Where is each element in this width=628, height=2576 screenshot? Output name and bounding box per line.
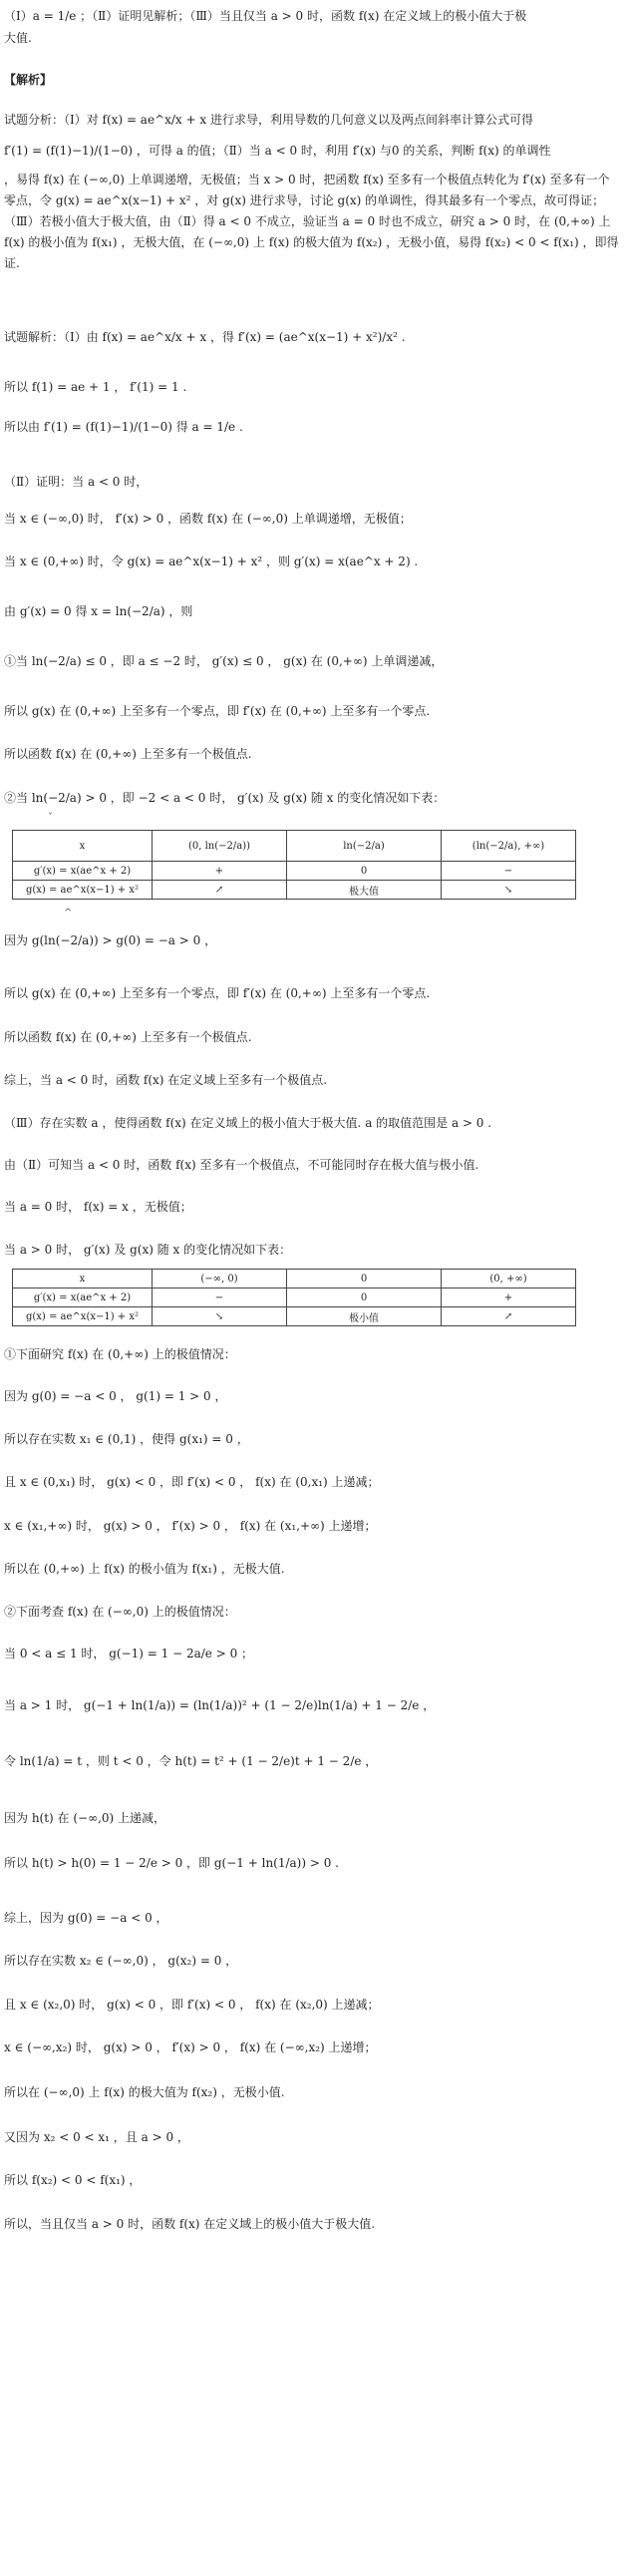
solution-line: 综上，当 a < 0 时，函数 f(x) 在定义域上至多有一个极值点. (4, 1073, 328, 1087)
analysis-heading: 【解析】 (4, 73, 53, 87)
increasing-arrow: ↗ (153, 881, 287, 900)
table-cell: g′(x) = x(ae^x + 2) (13, 1288, 153, 1307)
solution-line: 当 a > 0 时， g′(x) 及 g(x) 随 x 的变化情况如下表： (4, 1243, 292, 1257)
solution-line: 由（Ⅱ）可知当 a < 0 时，函数 f(x) 至多有一个极值点，不可能同时存在极大值与极小值. (4, 1158, 479, 1172)
solution-line: 又因为 x₂ < 0 < x₁ ，且 a > 0 ， (4, 2130, 189, 2144)
table-cell: (0, +∞) (442, 1270, 576, 1288)
table-row (13, 881, 576, 900)
solution-line: 因为 g(0) = −a < 0 ， g(1) = 1 > 0 ， (4, 1389, 227, 1403)
table-cell: x (13, 1270, 153, 1288)
solution-line: （Ⅲ）存在实数 a ，使得函数 f(x) 在定义域上的极小值大于极大值. a 的取值范围是 a > 0 . (4, 1116, 492, 1130)
solution-line: 令 ln(1/a) = t ，则 t < 0 ，令 h(t) = t² + (1 − 2/e)t + 1 − 2/e ， (4, 1754, 378, 1768)
solution-line: ①当 ln(−2/a) ≤ 0 ，即 a ≤ −2 时， g′(x) ≤ 0 ， g(x) 在 (0,+∞) 上单调递减， (4, 654, 444, 668)
solution-line: 试题解析：（Ⅰ）由 f(x) = ae^x/x + x ，得 f′(x) = (ae^x(x−1) + x²)/x² . (4, 330, 406, 344)
solution-line: 所以 g(x) 在 (0,+∞) 上至多有一个零点，即 f′(x) 在 (0,+∞) 上至多有一个零点. (4, 704, 431, 718)
variation-table-2 (12, 1269, 576, 1326)
solution-line: 且 x ∈ (0,x₁) 时， g(x) < 0 ，即 f′(x) < 0 ， f(x) 在 (0,x₁) 上递减； (4, 1475, 380, 1489)
solution-line: 当 0 < a ≤ 1 时， g(−1) = 1 − 2a/e > 0 ； (4, 1647, 254, 1660)
table-cell: g(x) = ae^x(x−1) + x² (13, 1307, 153, 1326)
solution-line: 所以在 (−∞,0) 上 f(x) 的极大值为 f(x₂) ，无极小值. (4, 2085, 285, 2099)
solution-line: 所以存在实数 x₁ ∈ (0,1) ，使得 g(x₁) = 0 ， (4, 1432, 249, 1446)
stray-mark: ˇ (48, 813, 53, 824)
solution-line: 所以函数 f(x) 在 (0,+∞) 上至多有一个极值点. (4, 747, 252, 761)
table-row (13, 831, 576, 862)
answer-summary-line-2: 大值. (4, 31, 32, 45)
table-row (13, 1288, 576, 1307)
solution-line: 所以存在实数 x₂ ∈ (−∞,0) ， g(x₂) = 0 ， (4, 1954, 238, 1968)
variation-table-1 (12, 830, 576, 900)
table-row (13, 862, 576, 881)
table-row (13, 1307, 576, 1326)
analysis-line: f′(1) = (f(1)−1)/(1−0) ，可得 a 的值；（Ⅱ）当 a < 0 时，利用 f′(x) 与0 的关系，判断 f(x) 的单调性 (4, 144, 551, 158)
table-cell: + (153, 862, 287, 881)
table-cell: g(x) = ae^x(x−1) + x² (13, 881, 153, 900)
table-cell: (0, ln(−2/a)) (153, 831, 287, 862)
solution-line: 所以函数 f(x) 在 (0,+∞) 上至多有一个极值点. (4, 1030, 252, 1044)
solution-line: 因为 h(t) 在 (−∞,0) 上递减， (4, 1811, 166, 1825)
solution-line: 当 a > 1 时， g(−1 + ln(1/a)) = (ln(1/a))² + (1 − 2/e)ln(1/a) + 1 − 2/e ， (4, 1698, 436, 1712)
solution-line: 所以 g(x) 在 (0,+∞) 上至多有一个零点，即 f′(x) 在 (0,+∞) 上至多有一个零点. (4, 986, 431, 1000)
solution-line: ②当 ln(−2/a) > 0 ，即 −2 < a < 0 时， g′(x) 及 g(x) 随 x 的变化情况如下表： (4, 791, 446, 805)
table-cell: 极大值 (287, 881, 442, 900)
solution-line: 由 g′(x) = 0 得 x = ln(−2/a) ，则 (4, 604, 193, 618)
solution-line: 所以由 f′(1) = (f(1)−1)/(1−0) 得 a = 1/e . (4, 420, 243, 434)
table-cell: g′(x) = x(ae^x + 2) (13, 862, 153, 881)
table-cell: (ln(−2/a), +∞) (442, 831, 576, 862)
table-cell: 0 (287, 862, 442, 881)
table-cell: (−∞, 0) (153, 1270, 287, 1288)
solution-line: 因为 g(ln(−2/a)) > g(0) = −a > 0 ， (4, 933, 217, 947)
solution-line: 且 x ∈ (x₂,0) 时， g(x) < 0 ，即 f′(x) < 0 ， f(x) 在 (x₂,0) 上递减； (4, 1998, 380, 2012)
solution-line: x ∈ (x₁,+∞) 时， g(x) > 0 ， f′(x) > 0 ， f(x) 在 (x₁,+∞) 上递增； (4, 1519, 377, 1533)
solution-line: 综上，因为 g(0) = −a < 0 ， (4, 1911, 168, 1925)
conclusion-line: 所以，当且仅当 a > 0 时，函数 f(x) 在定义域上的极小值大于极大值. (4, 2217, 376, 2231)
solution-line: 所以 f(x₂) < 0 < f(x₁) ， (4, 2173, 142, 2187)
solution-line: 当 x ∈ (−∞,0) 时， f′(x) > 0 ，函数 f(x) 在 (−∞,0) 上单调递增，无极值； (4, 512, 412, 526)
solution-line: x ∈ (−∞,x₂) 时， g(x) > 0 ， f′(x) > 0 ， f(x) 在 (−∞,x₂) 上递增； (4, 2040, 377, 2054)
table-cell: ln(−2/a) (287, 831, 442, 862)
solution-line: 当 a = 0 时， f(x) = x ，无极值； (4, 1200, 192, 1214)
increasing-arrow: ↗ (442, 1307, 576, 1326)
solution-line: ①下面研究 f(x) 在 (0,+∞) 上的极值情况： (4, 1347, 236, 1361)
solution-line: 所以 f(1) = ae + 1 ， f′(1) = 1 . (4, 380, 187, 394)
decreasing-arrow: ↘ (442, 881, 576, 900)
answer-summary-line: （Ⅰ）a = 1/e ；（Ⅱ）证明见解析；（Ⅲ）当且仅当 a > 0 时，函数 f(x) 在定义域上的极小值大于极 (4, 9, 527, 23)
stray-mark: ^ (64, 908, 73, 919)
analysis-line: 试题分析：（Ⅰ）对 f(x) = ae^x/x + x 进行求导，利用导数的几何意义以及两点间斜率计算公式可得 (4, 113, 533, 127)
table-cell: 0 (287, 1288, 442, 1307)
table-cell: + (442, 1288, 576, 1307)
table-cell: x (13, 831, 153, 862)
solution-line: 所以 h(t) > h(0) = 1 − 2/e > 0 ，即 g(−1 + ln(1/a)) > 0 . (4, 1856, 339, 1870)
solution-line: ②下面考查 f(x) 在 (−∞,0) 上的极值情况： (4, 1605, 236, 1619)
decreasing-arrow: ↘ (153, 1307, 287, 1326)
solution-line: （Ⅱ）证明：当 a < 0 时， (4, 475, 149, 489)
table-row (13, 1270, 576, 1288)
table-cell: 极小值 (287, 1307, 442, 1326)
table-cell: − (442, 862, 576, 881)
solution-line: 当 x ∈ (0,+∞) 时，令 g(x) = ae^x(x−1) + x² ，则 g′(x) = x(ae^x + 2) . (4, 554, 419, 568)
table-cell: − (153, 1288, 287, 1307)
table-cell: 0 (287, 1270, 442, 1288)
analysis-paragraph: ，易得 f(x) 在 (−∞,0) 上单调递增，无极值；当 x > 0 时，把函数 f(x) 至多有一个极值点转化为 f′(x) 至多有一个零点，令 g(x) = ae^x(x−1) + x² ，对 g(x) 进行求导，讨论 g(x) 的单调性，得其最多有一个零点，故可得证；（Ⅲ）若极小值大于极大值，由（Ⅱ）得 a < 0 不成立，验证当 a = 0 时也不成立，研究 a > 0 时，在 (0,+∞) 上 f(x) 的极小值为 f(x₁) ，无极大值，在 (−∞,0) 上 f(x) 的极大值为 f(x₂) ，无极小值，易得 f(x₂) < 0 < f(x₁) ，即得证. (4, 173, 619, 270)
solution-line: 所以在 (0,+∞) 上 f(x) 的极小值为 f(x₁) ，无极大值. (4, 1562, 285, 1576)
